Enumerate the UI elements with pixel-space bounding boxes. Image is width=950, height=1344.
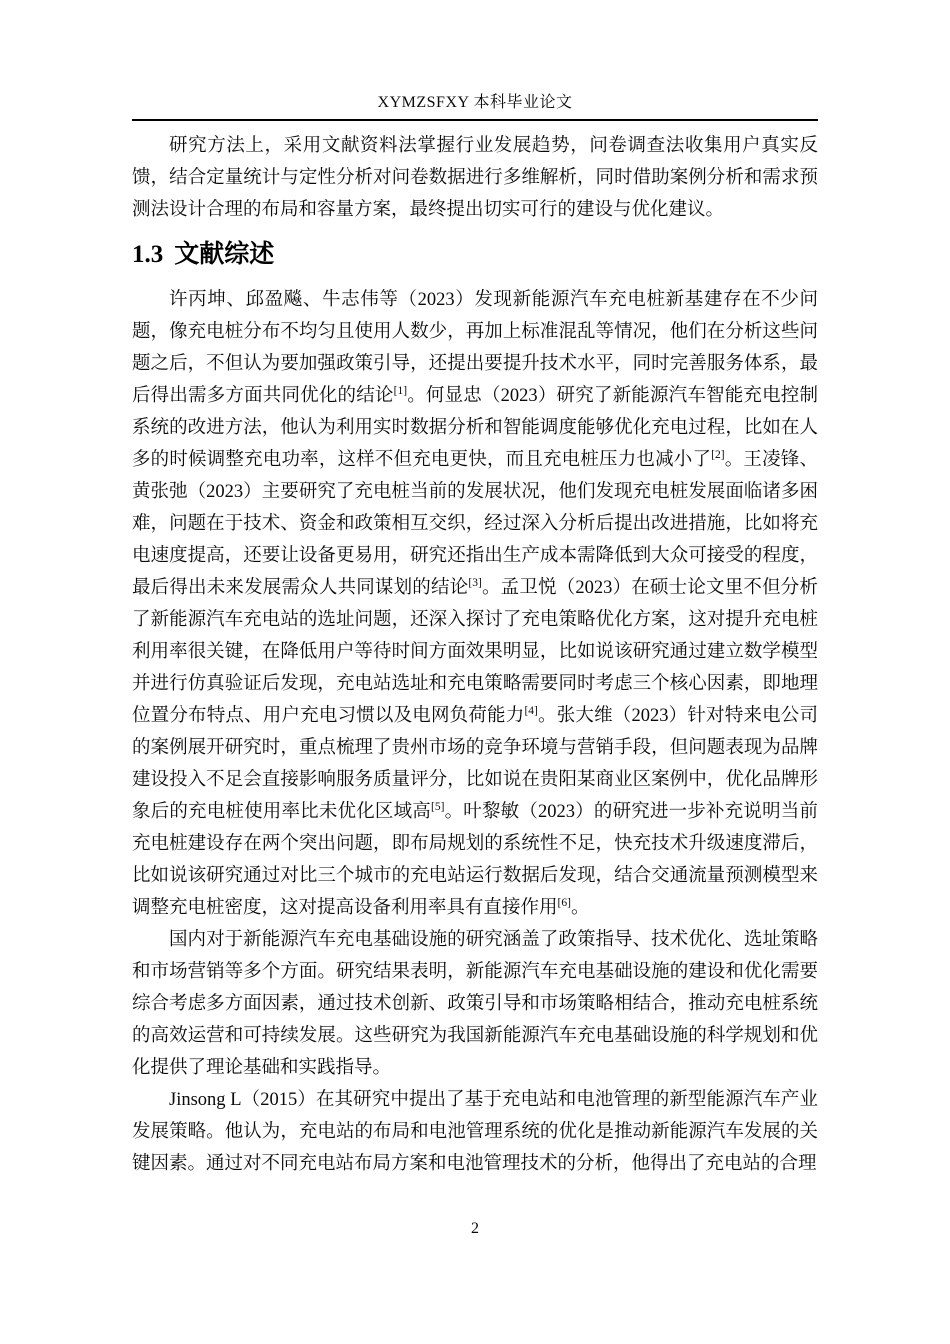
text-run: 。王凌锋、黄张弛（2023）主要研究了充电桩当前的发展状况，他们发现充电桩发展面临诸多困难，问题在于技术、资金和政策相互交织，经过深入分析后提出改进措施，比如将充电速度提高，还要让设备更易用，研究还指出生产成本需降低到大众可接受的程度，最后得出未来发展需众人共同谋划的结论 [132, 450, 818, 598]
section-title: 文献综述 [174, 240, 275, 268]
running-head-title: XYMZSFXY 本科毕业论文 [377, 94, 573, 111]
citation-ref: [5] [431, 800, 445, 813]
intro-section [132, 130, 818, 226]
text-run: 许丙坤、邱盈飚、牛志伟等（2023）发现新能源汽车充电桩新基建存在不少问题，像充电桩分布不均匀且使用人数少，再加上标准混乱等情况，他们在分析这些问题之后，不但认为要加强政策引导，还提出要提升技术水平，同时完善服务体系，最后得出需多方面共同优化的结论 [132, 290, 818, 406]
text-run: 国内对于新能源汽车充电基础设施的研究涵盖了政策指导、技术优化、选址策略和市场营销等多个方面。研究结果表明，新能源汽车充电基础设施的建设和优化需要综合考虑多方面因素，通过技术创新、政策引导和市场策略相结合，推动充电桩系统的高效运营和可持续发展。这些研究为我国新能源汽车充电基础设施的科学规划和优化提供了理论基础和实践指导。 [132, 930, 818, 1078]
page-number: 2 [471, 1220, 479, 1237]
text-run: 。叶黎敏（2023）的研究进一步补充说明当前充电桩建设存在两个突出问题，即布局规划的系统性不足，快充技术升级速度滞后，比如说该研究通过对比三个城市的充电站运行数据后发现，结合交通流量预测模型来调整充电桩密度，这对提高设备利用率具有直接作用 [132, 802, 818, 918]
text-run: Jinsong L（2015）在其研究中提出了基于充电站和电池管理的新型能源汽车产业发展策略。他认为，充电站的布局和电池管理系统的优化是推动新能源汽车发展的关键因素。通过对不同充电站布局方案和电池管理技术的分析，他得出了充电站的合理 [132, 1090, 818, 1174]
citation-ref: [2] [711, 448, 725, 461]
text-run: 。何显忠（2023）研究了新能源汽车智能充电控制系统的改进方法，他认为利用实时数据分析和智能调度能够优化充电过程，比如在人多的时候调整充电功率，这样不但充电更快，而且充电桩压力也减小了 [132, 386, 818, 470]
page-header [132, 0, 818, 121]
literature-review-paragraph [132, 284, 818, 924]
citation-ref: [1] [393, 384, 408, 397]
citation-ref: [4] [524, 704, 538, 717]
citation-ref: [3] [468, 576, 482, 589]
jinsong-research-paragraph [132, 1084, 818, 1180]
section-heading [132, 239, 818, 270]
section-number: 1.3 [132, 241, 164, 268]
text-run: 研究方法上，采用文献资料法掌握行业发展趋势，问卷调查法收集用户真实反馈，结合定量统计与定性分析对问卷数据进行多维解析，同时借助案例分析和需求预测法设计合理的布局和容量方案，最终提出切实可行的建设与优化建议。 [132, 136, 818, 220]
research-methods-paragraph [132, 130, 818, 226]
text-run: 。张大维（2023）针对特来电公司的案例展开研究时，重点梳理了贵州市场的竞争环境与营销手段，但问题表现为品牌建设投入不足会直接影响服务质量评分，比如说在贵阳某商业区案例中，优化品牌形象后的充电桩使用率比未优化区域高 [132, 706, 818, 822]
text-run: 。孟卫悦（2023）在硕士论文里不但分析了新能源汽车充电站的选址问题，还深入探讨了充电策略优化方案，这对提升充电桩利用率很关键，在降低用户等待时间方面效果明显，比如说该研究通过建立数学模型并进行仿真验证后发现，充电站选址和充电策略需要同时考虑三个核心因素，即地理位置分布特点、用户充电习惯以及电网负荷能力 [132, 578, 818, 726]
text-run: 。 [570, 898, 590, 918]
literature-section [132, 284, 818, 1180]
citation-ref: [6] [557, 896, 571, 909]
domestic-research-summary-paragraph [132, 924, 818, 1084]
page-footer [0, 1220, 950, 1238]
